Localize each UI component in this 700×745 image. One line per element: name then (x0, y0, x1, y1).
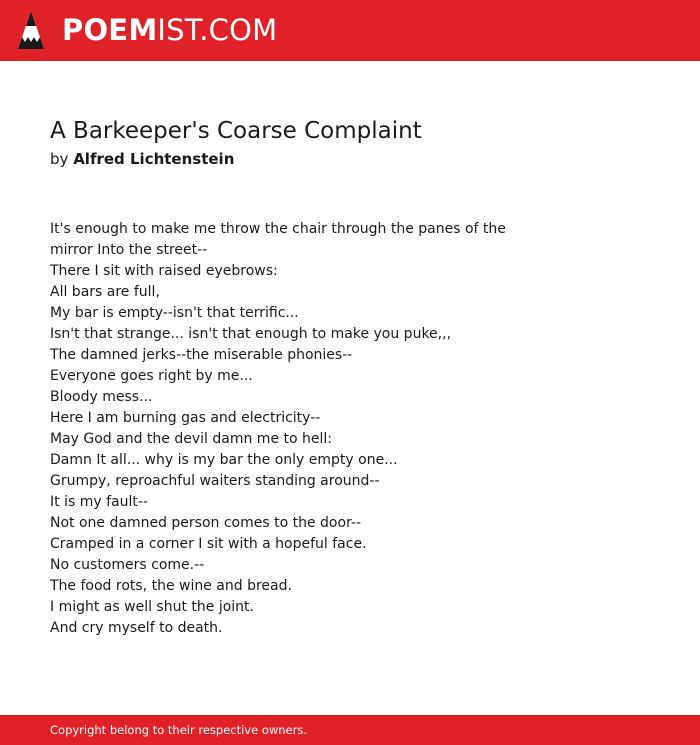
poem-line: There I sit with raised eyebrows: (50, 263, 278, 279)
site-header (0, 0, 700, 61)
poem-line: Here I am burning gas and electricity-- (50, 410, 321, 426)
poem-body (50, 219, 520, 639)
by-label: by (50, 150, 69, 168)
copyright-text: Copyright belong to their respective owners. (50, 723, 308, 737)
poem-line: No customers come.-- (50, 557, 205, 573)
poem-line: And cry myself to death. (50, 620, 223, 636)
site-logo-link[interactable] (62, 12, 277, 48)
poem-line: mirror Into the street-- (50, 242, 208, 258)
site-footer (0, 715, 700, 745)
poem-line: Isn't that strange... isn't that enough to make you puke,,, (50, 326, 452, 342)
poem-line: Bloody mess... (50, 389, 153, 405)
brand-name-bold: POEM (62, 13, 158, 47)
poem-line: It's enough to make me throw the chair through the panes of the (50, 221, 506, 237)
poem-line: I might as well shut the joint. (50, 599, 254, 615)
byline (50, 149, 234, 169)
author-link[interactable]: Alfred Lichtenstein (73, 150, 235, 168)
poem-line: The damned jerks--the miserable phonies-- (50, 347, 353, 363)
poem-line: It is my fault-- (50, 494, 148, 510)
poem-line: My bar is empty--isn't that terrific... (50, 305, 299, 321)
poem-line: Grumpy, reproachful waiters standing around-- (50, 473, 380, 489)
poem-line: The food rots, the wine and bread. (50, 578, 292, 594)
poem-title: A Barkeeper's Coarse Complaint (50, 118, 422, 144)
poem-line: Everyone goes right by me... (50, 368, 253, 384)
poem-line: Not one damned person comes to the door-- (50, 515, 362, 531)
poem-line: All bars are full, (50, 284, 160, 300)
poem-line: Cramped in a corner I sit with a hopeful face. (50, 536, 367, 552)
poem-line: Damn It all... why is my bar the only empty one... (50, 452, 398, 468)
poem-line: May God and the devil damn me to hell: (50, 431, 332, 447)
brand-name-light: IST.COM (157, 13, 278, 47)
pencil-tip-icon[interactable] (16, 9, 46, 51)
